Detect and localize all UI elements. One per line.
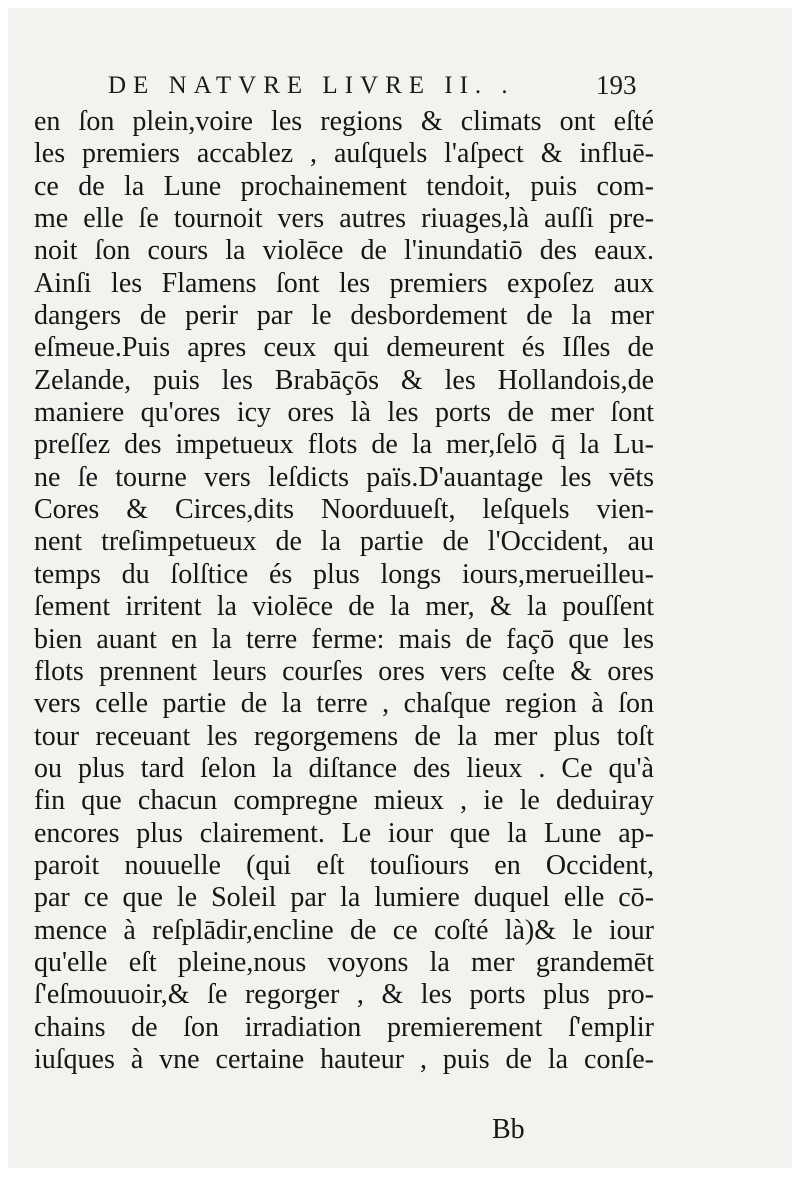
text-line: maniere qu'ores icy ores là les ports de mer ſont — [34, 397, 654, 429]
text-line: Ainſi les Flamens ſont les premiers expoſez aux — [34, 267, 654, 299]
book-page — [8, 8, 792, 1168]
text-line: ou plus tard ſelon la diſtance des lieux . Ce qu'à — [34, 752, 654, 784]
text-line: ne ſe tourne vers leſdicts païs.D'auantage les vēts — [34, 461, 654, 493]
text-line: encores plus clairement. Le iour que la Lune ap- — [34, 817, 654, 849]
text-line: me elle ſe tournoit vers autres riuages,là auſſi pre- — [34, 203, 654, 235]
text-line: qu'elle eſt pleine,nous voyons la mer grandemēt — [34, 946, 654, 978]
text-line: eſmeue.Puis apres ceux qui demeurent és Iſles de — [34, 332, 654, 364]
text-line: mence à reſplādir,encline de ce coſté là)& le iour — [34, 914, 654, 946]
body-text — [34, 106, 654, 1076]
text-line: flots prennent leurs courſes ores vers ceſte & ores — [34, 655, 654, 687]
text-line: vers celle partie de la terre , chaſque region à ſon — [34, 688, 654, 720]
text-line: fin que chacun compregne mieux , ie le deduiray — [34, 785, 654, 817]
text-line: nent treſimpetueux de la partie de l'Occident, au — [34, 526, 654, 558]
text-line: bien auant en la terre ferme: mais de façō que les — [34, 623, 654, 655]
text-line: par ce que le Soleil par la lumiere duquel elle cō- — [34, 882, 654, 914]
text-line: chains de ſon irradiation premierement ſ'emplir — [34, 1011, 654, 1043]
text-line: ce de la Lune prochainement tendoit, puis com- — [34, 170, 654, 202]
signature-mark: Bb — [492, 1114, 525, 1145]
text-line: paroit nouuelle (qui eſt touſiours en Occident, — [34, 849, 654, 881]
text-line: dangers de perir par le desbordement de la mer — [34, 300, 654, 332]
text-line: ſ'eſmouuoir,& ſe regorger , & les ports plus pro- — [34, 979, 654, 1011]
text-line: Cores & Circes,dits Noorduueſt, leſquels vien- — [34, 494, 654, 526]
text-line: en ſon plein,voire les regions & climats ont eſté — [34, 106, 654, 137]
running-head: DE NATVRE LIVRE II. . — [108, 72, 515, 99]
text-line: ſement irritent la violēce de la mer, & la pouſſent — [34, 591, 654, 623]
page-number: 193 — [596, 70, 637, 100]
text-line: Zelande, puis les Brabāçōs & les Hollandois,de — [34, 364, 654, 396]
text-line: noit ſon cours la violēce de l'inundatiō des eaux. — [34, 235, 654, 267]
text-line: tour receuant les regorgemens de la mer plus toſt — [34, 720, 654, 752]
text-line: les premiers accablez , auſquels l'aſpect & influē- — [34, 138, 654, 170]
text-line: iuſques à vne certaine hauteur , puis de la conſe- — [34, 1043, 654, 1075]
text-line: temps du ſolſtice és plus longs iours,merueilleu- — [34, 558, 654, 590]
text-line: preſſez des impetueux flots de la mer,ſelō q̄ la Lu- — [34, 429, 654, 461]
